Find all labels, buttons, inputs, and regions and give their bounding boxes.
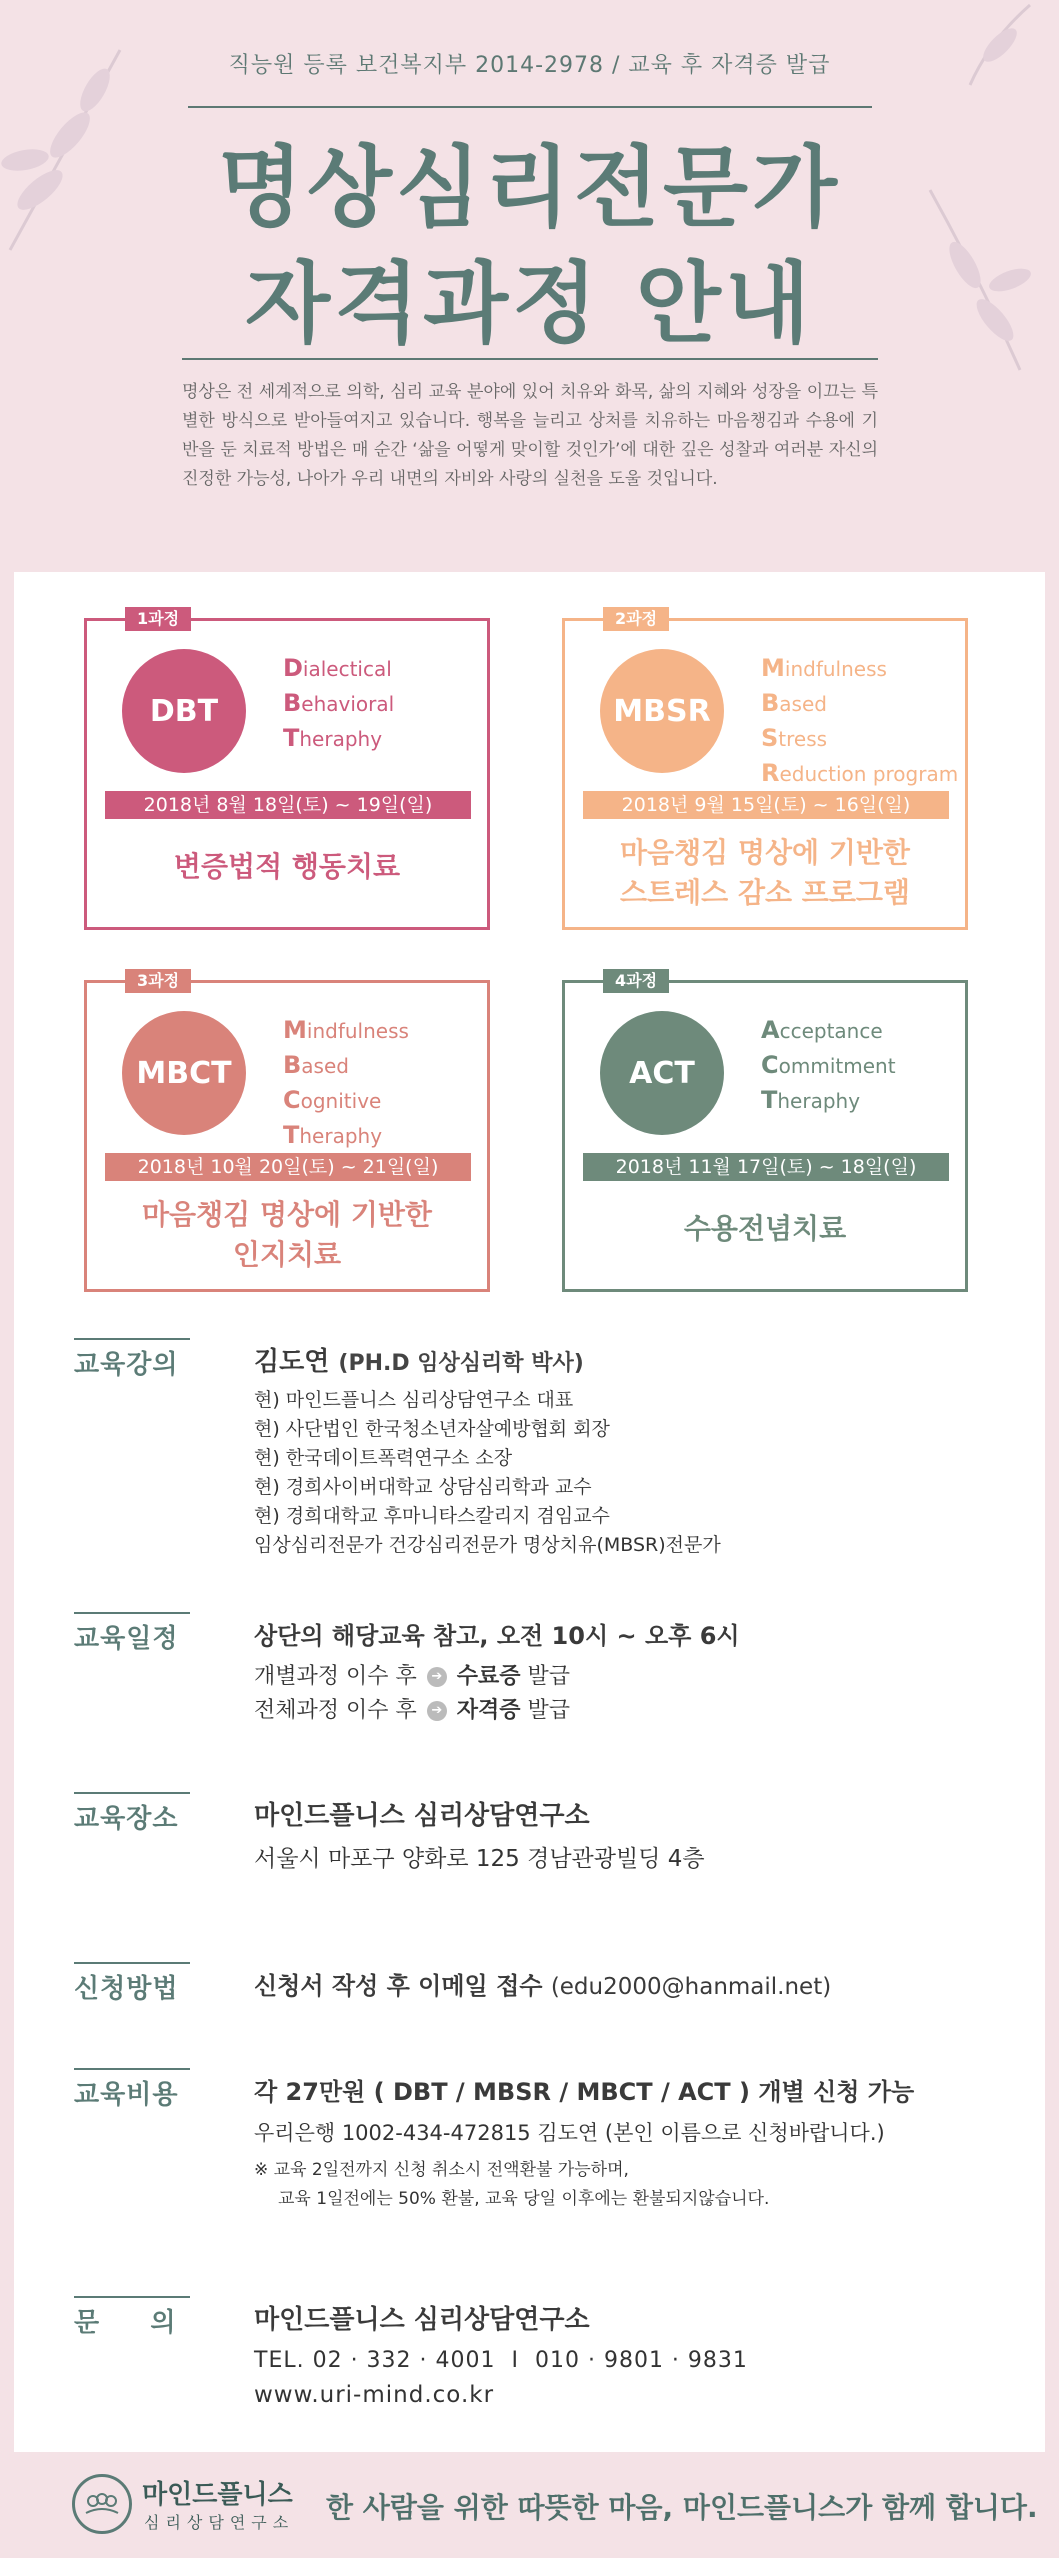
- course-korean-name-line: 수용전념치료: [683, 1212, 847, 1245]
- word-initial: M: [761, 654, 785, 682]
- course-tag: 4과정: [603, 969, 669, 993]
- course-korean-name-line: 인지치료: [232, 1238, 342, 1271]
- mindfulness-logo-icon: [72, 2474, 132, 2534]
- word-rest: indfulness: [306, 1019, 409, 1043]
- lecturer-career-line: 현) 마인드플니스 심리상담연구소 대표: [254, 1389, 574, 1411]
- course-date: 2018년 10월 20일(토) ~ 21일(일): [105, 1153, 471, 1181]
- word-rest: tress: [778, 727, 828, 751]
- word-rest: ased: [779, 692, 827, 716]
- cost-section: [74, 2074, 1014, 2224]
- section-label: 교육장소: [74, 1804, 179, 1834]
- word-initial: A: [761, 1016, 780, 1044]
- course-date: 2018년 11월 17일(토) ~ 18일(일): [583, 1153, 949, 1181]
- word-initial: T: [283, 724, 300, 752]
- course-tag: 1과정: [125, 607, 191, 631]
- label-underline: [74, 2068, 190, 2070]
- apply-instruction: 신청서 작성 후 이메일 접수: [254, 1972, 543, 2000]
- apply-heading: [254, 1968, 1034, 2005]
- certificate-type: 수료증: [456, 1664, 521, 1689]
- schedule-heading: 상단의 해당교육 참고, 오전 10시 ~ 오후 6시: [254, 1622, 740, 1650]
- course-word: [761, 686, 971, 721]
- cost-refund-note: ※ 교육 2일전까지 신청 취소시 전액환불 가능하며,: [254, 2160, 629, 2180]
- course-korean-name: [87, 847, 487, 887]
- course-korean-name-line: 마음챙김 명상에 기반한: [142, 1198, 432, 1231]
- apply-email-link[interactable]: (edu2000@hanmail.net): [550, 1974, 832, 2000]
- course-card: [84, 971, 490, 1292]
- word-rest: heraphy: [299, 727, 383, 751]
- content-panel: [14, 572, 1045, 2452]
- course-word: [283, 1048, 493, 1083]
- course-word: [283, 1118, 493, 1153]
- divider: [188, 106, 872, 108]
- word-initial: B: [283, 689, 302, 717]
- registration-text: 직능원 등록 보건복지부 2014-2978 / 교육 후 자격증 발급: [228, 53, 831, 78]
- word-initial: S: [761, 724, 779, 752]
- course-korean-name: [565, 833, 965, 913]
- course-english-name: [283, 1013, 493, 1153]
- course-tag: 3과정: [125, 969, 191, 993]
- course-word: [761, 651, 971, 686]
- course-word: [761, 1048, 971, 1083]
- word-rest: cceptance: [779, 1019, 883, 1043]
- word-rest: ialectical: [302, 657, 392, 681]
- course-card: [562, 971, 968, 1292]
- location-address: 서울시 마포구 양화로 125 경남관광빌딩 4층: [254, 1846, 705, 1872]
- course-english-name: [283, 651, 493, 756]
- schedule-section: [74, 1618, 1014, 1738]
- schedule-line: [254, 1660, 1034, 1694]
- footer: [0, 2452, 1059, 2558]
- cost-refund-note: 교육 1일전에는 50% 환불, 교육 당일 이후에는 환불되지않습니다.: [278, 2189, 770, 2209]
- schedule-text: 발급: [527, 1664, 571, 1689]
- course-abbr-badge: ACT: [600, 1011, 724, 1135]
- lecturer-career-line: 현) 한국데이트폭력연구소 소장: [254, 1447, 513, 1469]
- course-abbr-badge: MBCT: [122, 1011, 246, 1135]
- contact-phone: TEL. 02 · 332 · 4001 I 010 · 9801 · 9831: [254, 2348, 748, 2373]
- word-initial: C: [761, 1051, 779, 1079]
- course-korean-name-line: 스트레스 감소 프로그램: [620, 876, 910, 909]
- lecturer-section: [74, 1344, 1014, 1584]
- word-rest: ommitment: [778, 1054, 896, 1078]
- course-korean-name: [565, 1209, 965, 1249]
- section-label: 문 의: [74, 2308, 177, 2338]
- course-english-name: [761, 1013, 971, 1118]
- schedule-text: 전체과정 이수 후: [254, 1698, 417, 1723]
- word-initial: B: [761, 689, 780, 717]
- course-word: [283, 651, 493, 686]
- word-rest: indfulness: [784, 657, 887, 681]
- word-rest: ognitive: [300, 1089, 382, 1113]
- lecturer-career-line: 현) 사단법인 한국청소년자살예방협회 회장: [254, 1418, 610, 1440]
- lecturer-name: 김도연: [254, 1347, 330, 1377]
- intro-paragraph: 명상은 전 세계적으로 의학, 심리 교육 분야에 있어 치유와 화목, 삶의 지혜와 성장을 이끄는 특별한 방식으로 받아들여지고 있습니다. 행복을 늘리고 상처를 치유하는 마음챙김과 수용에 기반을 둔 치료적 방법은 매 순간 ‘삶을 어떻게 맞이할 것인가’에 대한 깊은 성찰과 여러분 자신의 진정한 가능성, 나아가 우리 내면의 자비와 사랑의 실천을 도울 것입니다.: [182, 382, 878, 489]
- label-underline: [74, 1792, 190, 1794]
- logo-subtitle: 심리상담연구소: [144, 2513, 295, 2532]
- section-label: 교육비용: [74, 2080, 179, 2110]
- course-date: 2018년 8월 18일(토) ~ 19일(일): [105, 791, 471, 819]
- word-initial: D: [283, 654, 303, 682]
- course-card: [84, 609, 490, 930]
- word-initial: T: [761, 1086, 778, 1114]
- footer-slogan: 한 사람을 위한 따뜻한 마음, 마인드플니스가 함께 합니다.: [326, 2491, 1038, 2524]
- word-rest: ehavioral: [301, 692, 395, 716]
- arrow-right-icon: ➔: [427, 1667, 447, 1687]
- lecturer-career-line: 현) 경희대학교 후마니타스칼리지 겸임교수: [254, 1505, 610, 1527]
- schedule-text: 발급: [527, 1698, 571, 1723]
- word-initial: T: [283, 1121, 300, 1149]
- label-underline: [74, 2296, 190, 2298]
- lecturer-career-line: 현) 경희사이버대학교 상담심리학과 교수: [254, 1476, 592, 1498]
- certificate-type: 자격증: [456, 1698, 521, 1723]
- logo-name: 마인드플니스: [142, 2480, 293, 2510]
- word-rest: heraphy: [777, 1089, 861, 1113]
- course-word: [761, 721, 971, 756]
- section-label: 교육일정: [74, 1624, 179, 1654]
- location-section: [74, 1798, 1014, 1888]
- apply-section: [74, 1968, 1014, 2018]
- course-word: [283, 686, 493, 721]
- title-line-2: 자격과정 안내: [245, 252, 814, 355]
- schedule-text: 개별과정 이수 후: [254, 1664, 417, 1689]
- section-label: 신청방법: [74, 1974, 179, 2004]
- word-initial: B: [283, 1051, 302, 1079]
- label-underline: [74, 1962, 190, 1964]
- title-line-1: 명상심리전문가: [217, 136, 842, 239]
- word-rest: heraphy: [299, 1124, 383, 1148]
- course-word: [761, 1013, 971, 1048]
- course-word: [283, 1083, 493, 1118]
- contact-section: [74, 2302, 1014, 2422]
- course-english-name: [761, 651, 971, 791]
- logo-figures-icon: [75, 2477, 129, 2531]
- course-abbr-badge: MBSR: [600, 649, 724, 773]
- course-word: [761, 756, 971, 791]
- course-word: [761, 1083, 971, 1118]
- label-underline: [74, 1338, 190, 1340]
- word-initial: M: [283, 1016, 307, 1044]
- course-korean-name-line: 변증법적 행동치료: [173, 850, 401, 883]
- course-abbr-badge: DBT: [122, 649, 246, 773]
- schedule-line: [254, 1694, 1034, 1728]
- word-initial: R: [761, 759, 780, 787]
- page-title: [0, 130, 1059, 362]
- word-initial: C: [283, 1086, 301, 1114]
- cost-heading: 각 27만원 ( DBT / MBSR / MBCT / ACT ) 개별 신청 가능: [254, 2078, 915, 2106]
- contact-heading: 마인드플니스 심리상담연구소: [254, 2305, 590, 2335]
- section-label: 교육강의: [74, 1350, 179, 1380]
- lecturer-career-line: 임상심리전문가 건강심리전문가 명상치유(MBSR)전문가: [254, 1534, 721, 1556]
- word-rest: eduction program: [779, 762, 959, 786]
- arrow-right-icon: ➔: [427, 1701, 447, 1721]
- course-korean-name-line: 마음챙김 명상에 기반한: [620, 836, 910, 869]
- location-heading: 마인드플니스 심리상담연구소: [254, 1801, 590, 1831]
- course-date: 2018년 9월 15일(토) ~ 16일(일): [583, 791, 949, 819]
- cost-bank-account: 우리은행 1002-434-472815 김도연 (본인 이름으로 신청바랍니다.): [254, 2121, 885, 2145]
- lecturer-degree: (PH.D 임상심리학 박사): [338, 1351, 584, 1376]
- lecturer-heading: [254, 1344, 1034, 1382]
- header: [0, 0, 1059, 572]
- word-rest: ased: [301, 1054, 349, 1078]
- course-card: [562, 609, 968, 930]
- course-korean-name: [87, 1195, 487, 1275]
- course-word: [283, 1013, 493, 1048]
- contact-website-link[interactable]: www.uri-mind.co.kr: [254, 2382, 495, 2408]
- course-tag: 2과정: [603, 607, 669, 631]
- label-underline: [74, 1612, 190, 1614]
- course-word: [283, 721, 493, 756]
- divider: [182, 358, 878, 360]
